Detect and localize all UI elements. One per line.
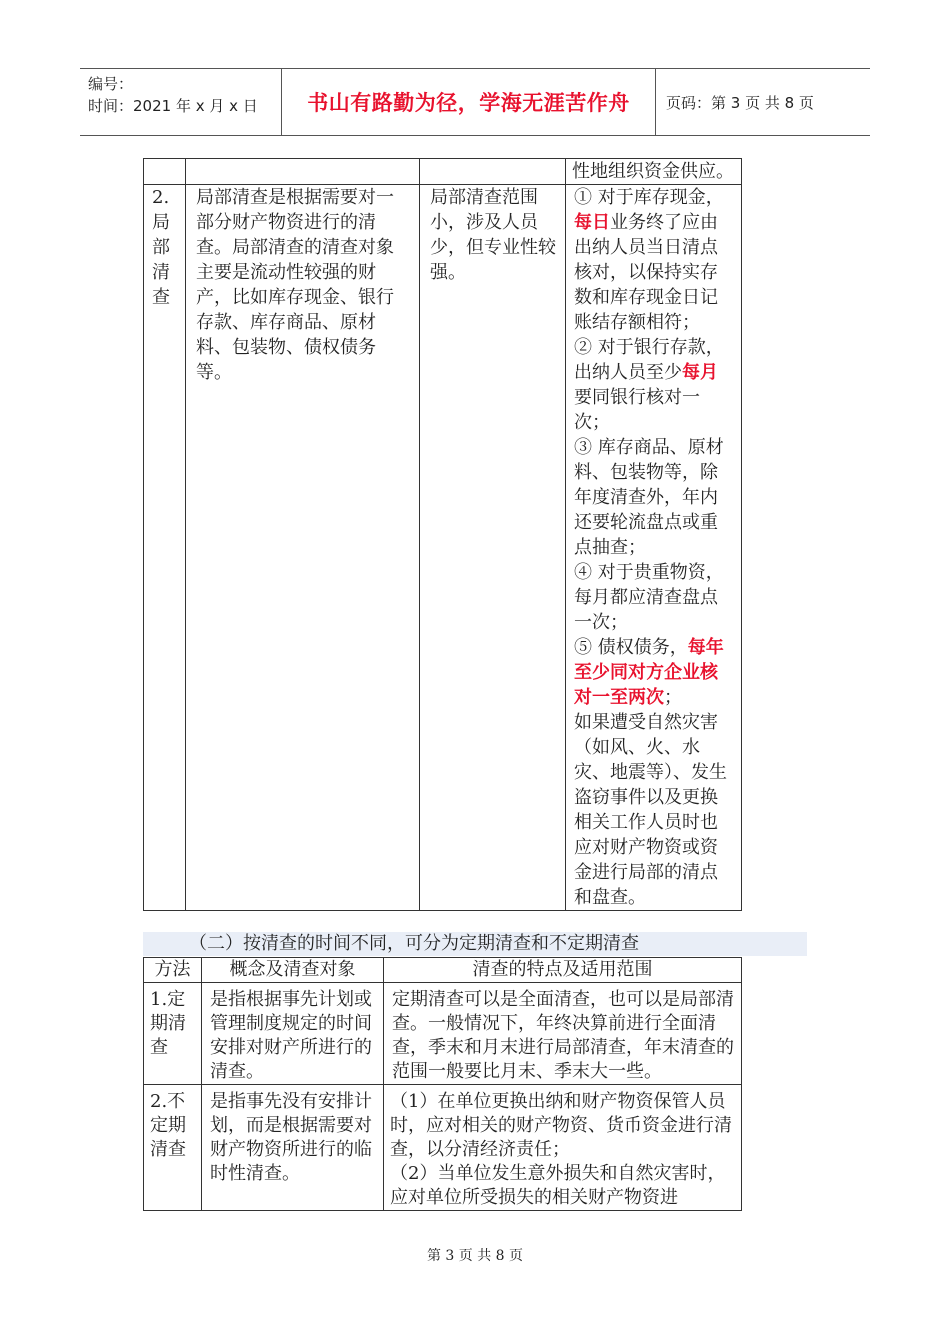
scope-item-debts: ⑤ 债权债务，每年至少同对方企业核对一至两次； bbox=[574, 637, 724, 708]
method-cell: 1.定期清查 bbox=[144, 983, 202, 1085]
feature-cell: 局部清查范围小，涉及人员少，但专业性较强。 bbox=[420, 185, 566, 911]
scope-item-1: （1）在单位更换出纳和财产物资保管人员时，应对相关的财产物资、货币资金进行清查，以分清经济责任； bbox=[390, 1091, 732, 1160]
scope-item-bank: ② 对于银行存款，出纳人员至少每月要同银行核对一次； bbox=[574, 337, 724, 433]
scope-item-cash: ① 对于库存现金，每日业务终了应由出纳人员当日清点核对，以保持实存数和库存现金日记账结存额相符； bbox=[574, 187, 724, 333]
partial-inventory-table bbox=[143, 158, 742, 911]
table-cell bbox=[420, 159, 566, 185]
scope-cell bbox=[566, 185, 742, 911]
header-page-number: 页码：第 3 页 共 8 页 bbox=[666, 93, 814, 112]
header-meta bbox=[80, 69, 282, 135]
page-header bbox=[80, 68, 870, 136]
column-header: 清查的特点及适用范围 bbox=[384, 958, 742, 983]
table-header-row bbox=[144, 958, 742, 983]
timing-inventory-table bbox=[143, 957, 742, 1211]
table-row bbox=[144, 185, 742, 911]
emphasis-monthly: 每月 bbox=[682, 362, 718, 383]
column-header: 概念及清查对象 bbox=[202, 958, 384, 983]
table-row bbox=[144, 1085, 742, 1211]
doc-number-label: 编号： bbox=[88, 75, 134, 93]
scope-item-valuables: ④ 对于贵重物资，每月都应清查盘点一次； bbox=[574, 562, 724, 633]
table-row bbox=[144, 159, 742, 185]
table-cell: 性地组织资金供应。 bbox=[566, 159, 742, 185]
section-title: （二）按清查的时间不同，可分为定期清查和不定期清查 bbox=[143, 932, 807, 956]
doc-date-label: 时间：2021 年 x 月 x 日 bbox=[88, 97, 258, 115]
concept-cell: 是指根据事先计划或管理制度规定的时间安排对财产所进行的清查。 bbox=[202, 983, 384, 1085]
scope-cell bbox=[384, 1085, 742, 1211]
scope-item-goods: ③ 库存商品、原材料、包装物等，除年度清查外，年内还要轮流盘点或重点抽查； bbox=[574, 437, 724, 558]
scope-item-2: （2）当单位发生意外损失和自然灾害时，应对单位所受损失的相关财产物资进 bbox=[390, 1163, 726, 1208]
emphasis-yearly: 每年至少同对方企业核对一至两次 bbox=[574, 637, 724, 708]
emphasis-daily: 每日 bbox=[574, 212, 610, 233]
table-row bbox=[144, 983, 742, 1085]
scope-item-disaster: 如果遭受自然灾害（如风、火、水灾、地震等）、发生盗窃事件以及更换相关工作人员时也应对财产物资或资金进行局部的清点和盘查。 bbox=[574, 712, 727, 908]
table-cell bbox=[186, 159, 420, 185]
page-footer: 第 3 页 共 8 页 bbox=[426, 1248, 524, 1264]
scope-cell: 定期清查可以是全面清查，也可以是局部清查。一般情况下，年终决算前进行全面清查，季末和月末进行局部清查，年末清查的范围一般要比月末、季末大一些。 bbox=[384, 983, 742, 1085]
method-cell: 2.不定期清查 bbox=[144, 1085, 202, 1211]
table-cell bbox=[144, 159, 186, 185]
concept-cell: 是指事先没有安排计划，而是根据需要对财产物资所进行的临时性清查。 bbox=[202, 1085, 384, 1211]
header-motto: 书山有路勤为径，学海无涯苦作舟 bbox=[282, 69, 656, 135]
column-header: 方法 bbox=[144, 958, 202, 983]
method-cell: 2.局部清查 bbox=[144, 185, 186, 911]
concept-cell: 局部清查是根据需要对一部分财产物资进行的清查。局部清查的清查对象主要是流动性较强的财产，比如库存现金、银行存款、库存商品、原材料、包装物、债权债务等。 bbox=[186, 185, 420, 911]
